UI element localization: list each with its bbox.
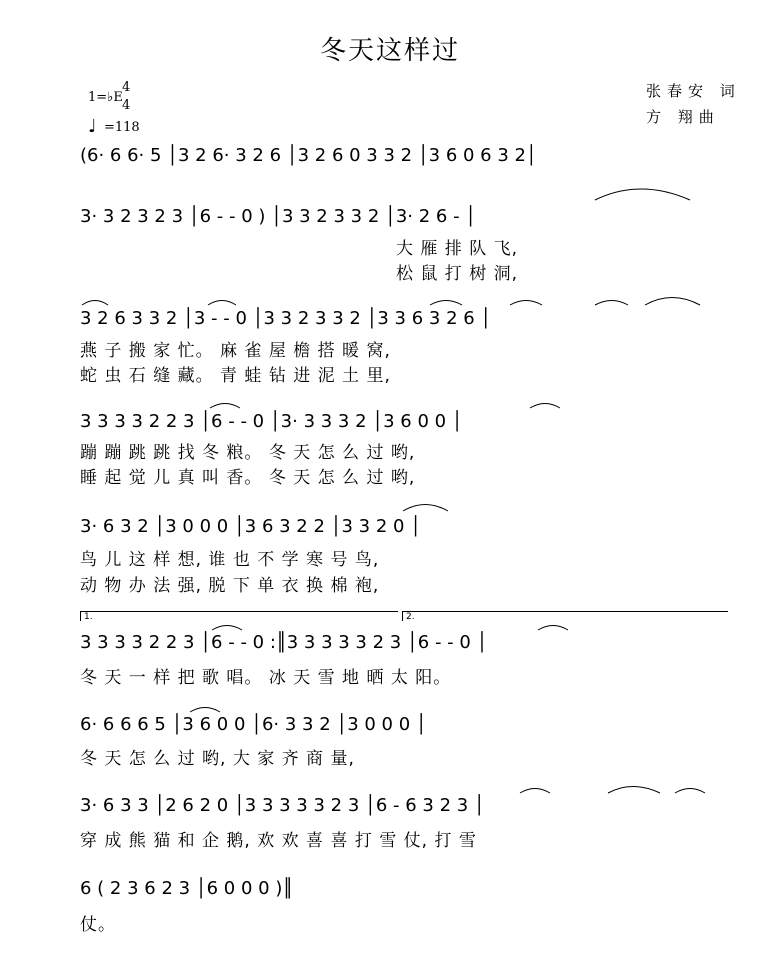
lyric-line-2: 动 物 办 法 强, 脱 下 单 衣 换 棉 袍, bbox=[80, 576, 380, 596]
lyric-line-1: 大 雁 排 队 飞, bbox=[396, 239, 519, 259]
slur bbox=[510, 301, 542, 306]
notation-row: 3 2 6 3 3 2 │3 - - 0 │3 3 2 3 3 2 │3 3 6 3 2 6 │ bbox=[80, 308, 492, 329]
slur bbox=[208, 301, 236, 306]
slur bbox=[530, 404, 560, 409]
notation-row: 3· 6 3 2 │3 0 0 0 │3 6 3 2 2 │3 3 2 0 │ bbox=[80, 516, 422, 537]
slur bbox=[645, 298, 700, 306]
lyric-line-1: 冬 天 怎 么 过 哟, 大 家 齐 商 量, bbox=[80, 749, 355, 769]
lyric-line-1: 蹦 蹦 跳 跳 找 冬 粮。 冬 天 怎 么 过 哟, bbox=[80, 443, 416, 463]
notation-row: 3 3 3 3 2 2 3 │6 - - 0 │3· 3 3 3 2 │3 6 0 0 │ bbox=[80, 411, 463, 432]
lyric-line-2: 睡 起 觉 儿 真 叫 香。 冬 天 怎 么 过 哟, bbox=[80, 468, 416, 488]
volta-label-1: 1. bbox=[84, 612, 93, 622]
lyric-line-1: 仗。 bbox=[80, 915, 116, 935]
lyricist-credit: 张春安 词 bbox=[646, 82, 741, 100]
notation-row: 3· 6 3 3 │2 6 2 0 │3 3 3 3 3 2 3 │6 - 6 3 2 3 │ bbox=[80, 795, 485, 816]
tempo-value: =118 bbox=[104, 120, 140, 135]
slur bbox=[520, 789, 550, 794]
lyric-line-2: 松 鼠 打 树 洞, bbox=[396, 264, 519, 284]
key-prefix: 1= bbox=[88, 90, 108, 105]
lyric-line-1: 穿 成 熊 猫 和 企 鹅, 欢 欢 喜 喜 打 雪 仗, 打 雪 bbox=[80, 831, 477, 851]
slur bbox=[595, 189, 690, 200]
flat-sign: ♭ bbox=[107, 90, 114, 105]
key-note: E bbox=[113, 90, 123, 105]
notation-row: 6 ( 2 3 6 2 3 │6 0 0 0 )║ bbox=[80, 878, 294, 899]
notation-row: 3· 3 2 3 2 3 │6 - - 0 ) │3 3 2 3 3 2 │3· 2 6 - │ bbox=[80, 206, 477, 227]
time-signature-top: 4 bbox=[122, 80, 131, 95]
slur bbox=[403, 505, 448, 512]
time-signature-bottom: 4 bbox=[122, 98, 131, 113]
notation-row: (6· 6 6· 5 │3 2 6· 3 2 6 │3 2 6 0 3 3 2 │3 6 0 6 3 2│ bbox=[80, 145, 537, 166]
lyric-line-1: 鸟 儿 这 样 想, 谁 也 不 学 寒 号 鸟, bbox=[80, 550, 380, 570]
slur bbox=[675, 789, 705, 794]
composer-credit: 方 翔曲 bbox=[646, 108, 720, 126]
lyric-line-1: 冬 天 一 样 把 歌 唱。 冰 天 雪 地 晒 太 阳。 bbox=[80, 668, 452, 688]
quarter-note-icon: ♩ bbox=[88, 116, 97, 137]
slur bbox=[210, 404, 240, 409]
slur bbox=[595, 301, 628, 306]
notation-row: 6· 6 6 6 5 │3 6 0 0 │6· 3 3 2 │3 0 0 0 │ bbox=[80, 714, 427, 735]
slur bbox=[608, 787, 660, 794]
lyric-line-2: 蛇 虫 石 缝 藏。 青 蛙 钻 进 泥 土 里, bbox=[80, 366, 391, 386]
notation-row: 3 3 3 3 2 2 3 │6 - - 0 :║3 3 3 3 3 2 3 │6 - - 0 │ bbox=[80, 632, 488, 653]
page-title: 冬天这样过 bbox=[319, 36, 460, 66]
slur bbox=[82, 301, 108, 306]
lyric-line-1: 燕 子 搬 家 忙。 麻 雀 屋 檐 搭 暖 窝, bbox=[80, 341, 391, 361]
slur bbox=[190, 708, 220, 713]
slur bbox=[430, 301, 462, 306]
slur bbox=[538, 626, 568, 631]
volta-label-2: 2. bbox=[406, 612, 415, 622]
slur bbox=[212, 626, 242, 631]
